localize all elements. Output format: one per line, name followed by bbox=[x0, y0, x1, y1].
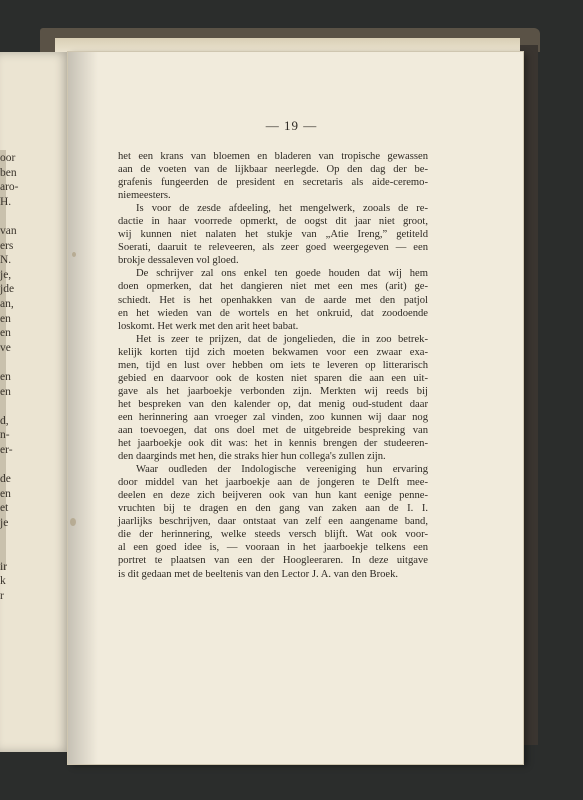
text-line: gave als het jaarboekje verbonden zijn. Merkten wij reeds bij bbox=[118, 385, 428, 397]
text-line: doen opmerken, dat het dangieren niet met een mes (arit) ge- bbox=[118, 281, 428, 293]
text-line: deelen en deze zich beijveren ook van hun kant eenige penne- bbox=[118, 490, 428, 502]
text-line: De schrijver zal ons enkel ten goede houden dat wij hem bbox=[136, 268, 428, 280]
left-page-fragment: van bbox=[0, 225, 17, 237]
left-page-fragment: k bbox=[0, 575, 6, 588]
text-line: kelijk korten tijd zich moeten bekwamen voor een zwaar exa- bbox=[118, 346, 428, 358]
left-page-fragment: je, bbox=[0, 268, 12, 281]
left-page-fragment: d, bbox=[0, 414, 9, 427]
text-line: die der herinnering, welke steeds versch blijft. Wat ook voor- bbox=[118, 529, 428, 541]
text-line: Is voor de zesde afdeeling, het mengelwerk, zooals de re- bbox=[136, 203, 428, 215]
text-line: men, tijd en lust over hebben om iets te leveren op litterarisch bbox=[118, 359, 428, 371]
text-line: loskomt. Het werk met den arit heet babat. bbox=[118, 320, 299, 332]
text-line: Waar oudleden der Indologische vereeniging hun ervaring bbox=[136, 464, 428, 476]
text-line: niemeesters. bbox=[118, 190, 171, 202]
text-line: het jaarboekje ook dit was: het in kennis brengen der studeeren- bbox=[118, 438, 428, 450]
text-line: aan toevoegen, dat ons doel met de uitgebreide bespreking van bbox=[118, 424, 428, 436]
spine-shadow bbox=[68, 52, 98, 764]
left-page-fragment: r bbox=[0, 590, 4, 602]
left-page-fragment: oor bbox=[0, 152, 16, 164]
left-page-fragment: n- bbox=[0, 429, 10, 442]
text-line: portret te plaatsen van een der Hoogleeraren. In deze uitgave bbox=[118, 555, 428, 567]
left-page-fragment: en bbox=[0, 385, 11, 398]
left-page-fragment: ers bbox=[0, 239, 14, 252]
left-page-fragment: en bbox=[0, 312, 11, 325]
text-line: dactie in haar voorrede opmerkt, de oogst dit jaar niet groot, bbox=[118, 216, 428, 228]
left-page-fragment: ir bbox=[0, 560, 8, 573]
body-text bbox=[118, 150, 428, 581]
page-stain bbox=[70, 518, 76, 526]
text-line: brokje dessaleven vol gloed. bbox=[118, 255, 239, 267]
text-line: een herinnering aan vroeger zal vinden, zoo kunnen wij daar nog bbox=[118, 411, 428, 423]
page-stain bbox=[72, 252, 76, 257]
text-line: en het wieden van de wortels en het onkruid, dat zoodoende bbox=[118, 307, 428, 319]
left-page-fragment: H. bbox=[0, 195, 12, 208]
left-page-fragment: en bbox=[0, 327, 11, 340]
left-page-fragment: de bbox=[0, 473, 11, 486]
text-line: door middel van het jaarboekje aan de jongeren te Delft mee- bbox=[118, 477, 428, 489]
page-number: — 19 — bbox=[265, 118, 318, 133]
text-line: schiedt. Het is het openhakken van de aarde met den patjol bbox=[118, 294, 428, 306]
left-page-fragment: aro- bbox=[0, 181, 19, 194]
text-line: het een krans van bloemen en bladeren van tropische gewassen bbox=[118, 151, 428, 162]
text-line: jaarlijks beschrijven, daar ontstaat van zelf een aangename band, bbox=[118, 516, 428, 528]
left-page-fragment: an, bbox=[0, 298, 14, 310]
left-page-fragment: ben bbox=[0, 166, 17, 179]
left-page-fragment: ve bbox=[0, 341, 11, 354]
text-line: den daarginds met hen, die straks hier hun collega's zullen zijn. bbox=[118, 451, 386, 463]
text-line: grafenis fungeerden de president en secretaris als aide-ceremo- bbox=[118, 177, 428, 189]
text-line: Het is zeer te prijzen, dat de jongelieden, die in zoo betrek- bbox=[136, 333, 428, 345]
text-line: Soerati, daaruit te releveeren, als zeer goed weergegeven — een bbox=[118, 242, 428, 254]
text-line: gebied en daarvoor ook de kosten niet sparen die aan een uit- bbox=[118, 372, 428, 384]
left-page-fragment: en bbox=[0, 487, 11, 500]
left-page-fragment: en bbox=[0, 371, 11, 383]
text-line: vruchten bij te dragen en den gang van zaken aan de I. I. bbox=[118, 503, 428, 515]
text-line: al een goed idee is, — vooraan in het jaarboekje telkens een bbox=[118, 542, 428, 554]
text-line: is dit gedaan met de beeltenis van den Lector J. A. van den Broek. bbox=[118, 568, 399, 580]
text-line: wij kunnen niet nalaten het stukje van „Atie Ireng,” getiteld bbox=[118, 229, 428, 241]
text-line: aan de voeten van de lijkbaar neerlegde. Op den dag der be- bbox=[118, 164, 428, 176]
text-line: het bespreken van den kalender op, dat menig oud-student daar bbox=[118, 398, 428, 410]
left-page-fragment: je bbox=[0, 517, 9, 529]
left-page-fragment: jde bbox=[0, 283, 15, 296]
left-page-fragment: N. bbox=[0, 254, 12, 267]
left-page-fragment: er- bbox=[0, 444, 13, 456]
left-page-fragment: et bbox=[0, 502, 9, 515]
